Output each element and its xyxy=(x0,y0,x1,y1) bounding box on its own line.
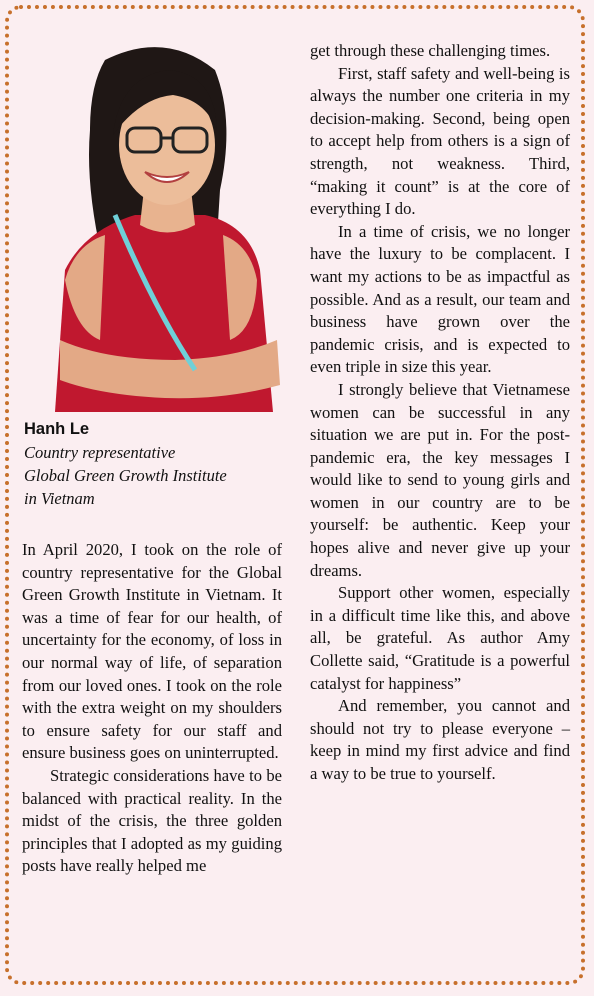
paragraph: I strongly believe that Vietnamese women can be successful in any situation we are put in. For the post-pandemic era, the key messages I would like to send to young girls and women in our country are to be yourself: be authentic. Keep your hopes alive and never give up your dreams. xyxy=(310,379,570,580)
portrait-photo xyxy=(45,40,285,412)
paragraph: In April 2020, I took on the role of country representative for the Global Green Growth Institute in Vietnam. It was a time of fear for our health, of uncertainty for the economy, of loss in our normal way of life, of separation from our loved ones. I took on the role with the extra weight on my shoulders to ensure safety for our staff and ensure business goes on uninterrupted. xyxy=(22,540,282,763)
role-line: in Vietnam xyxy=(24,489,95,508)
person-role xyxy=(24,441,294,510)
left-column-text xyxy=(22,539,282,878)
right-column-text xyxy=(310,40,570,786)
paragraph: Strategic considerations have to be balanced with practical reality. In the midst of the crisis, the three golden principles that I adopted as my guiding posts have really helped me xyxy=(22,765,282,876)
paragraph: get through these challenging times. xyxy=(310,41,551,60)
role-line: Global Green Growth Institute xyxy=(24,466,227,485)
role-line: Country representative xyxy=(24,443,176,462)
person-name: Hanh Le xyxy=(24,420,90,438)
paragraph: And remember, you cannot and should not try to please everyone – keep in mind my first advice and find a way to be true to yourself. xyxy=(310,696,570,783)
paragraph: First, staff safety and well-being is always the number one criteria in my decision-making. Second, being open to accept help from others is a sign of strength, not weakness. Third, “making it count” is at the core of everything I do. xyxy=(310,63,570,219)
paragraph: Support other women, especially in a difficult time like this, and above all, be grateful. As author Amy Collette said, “Gratitude is a powerful catalyst for happiness” xyxy=(310,583,570,693)
paragraph: In a time of crisis, we no longer have the luxury to be complacent. I want my actions to be as impactful as possible. And as a result, our team and business have grown over the pandemic crisis, and is expected to even triple in size this year. xyxy=(310,221,570,377)
